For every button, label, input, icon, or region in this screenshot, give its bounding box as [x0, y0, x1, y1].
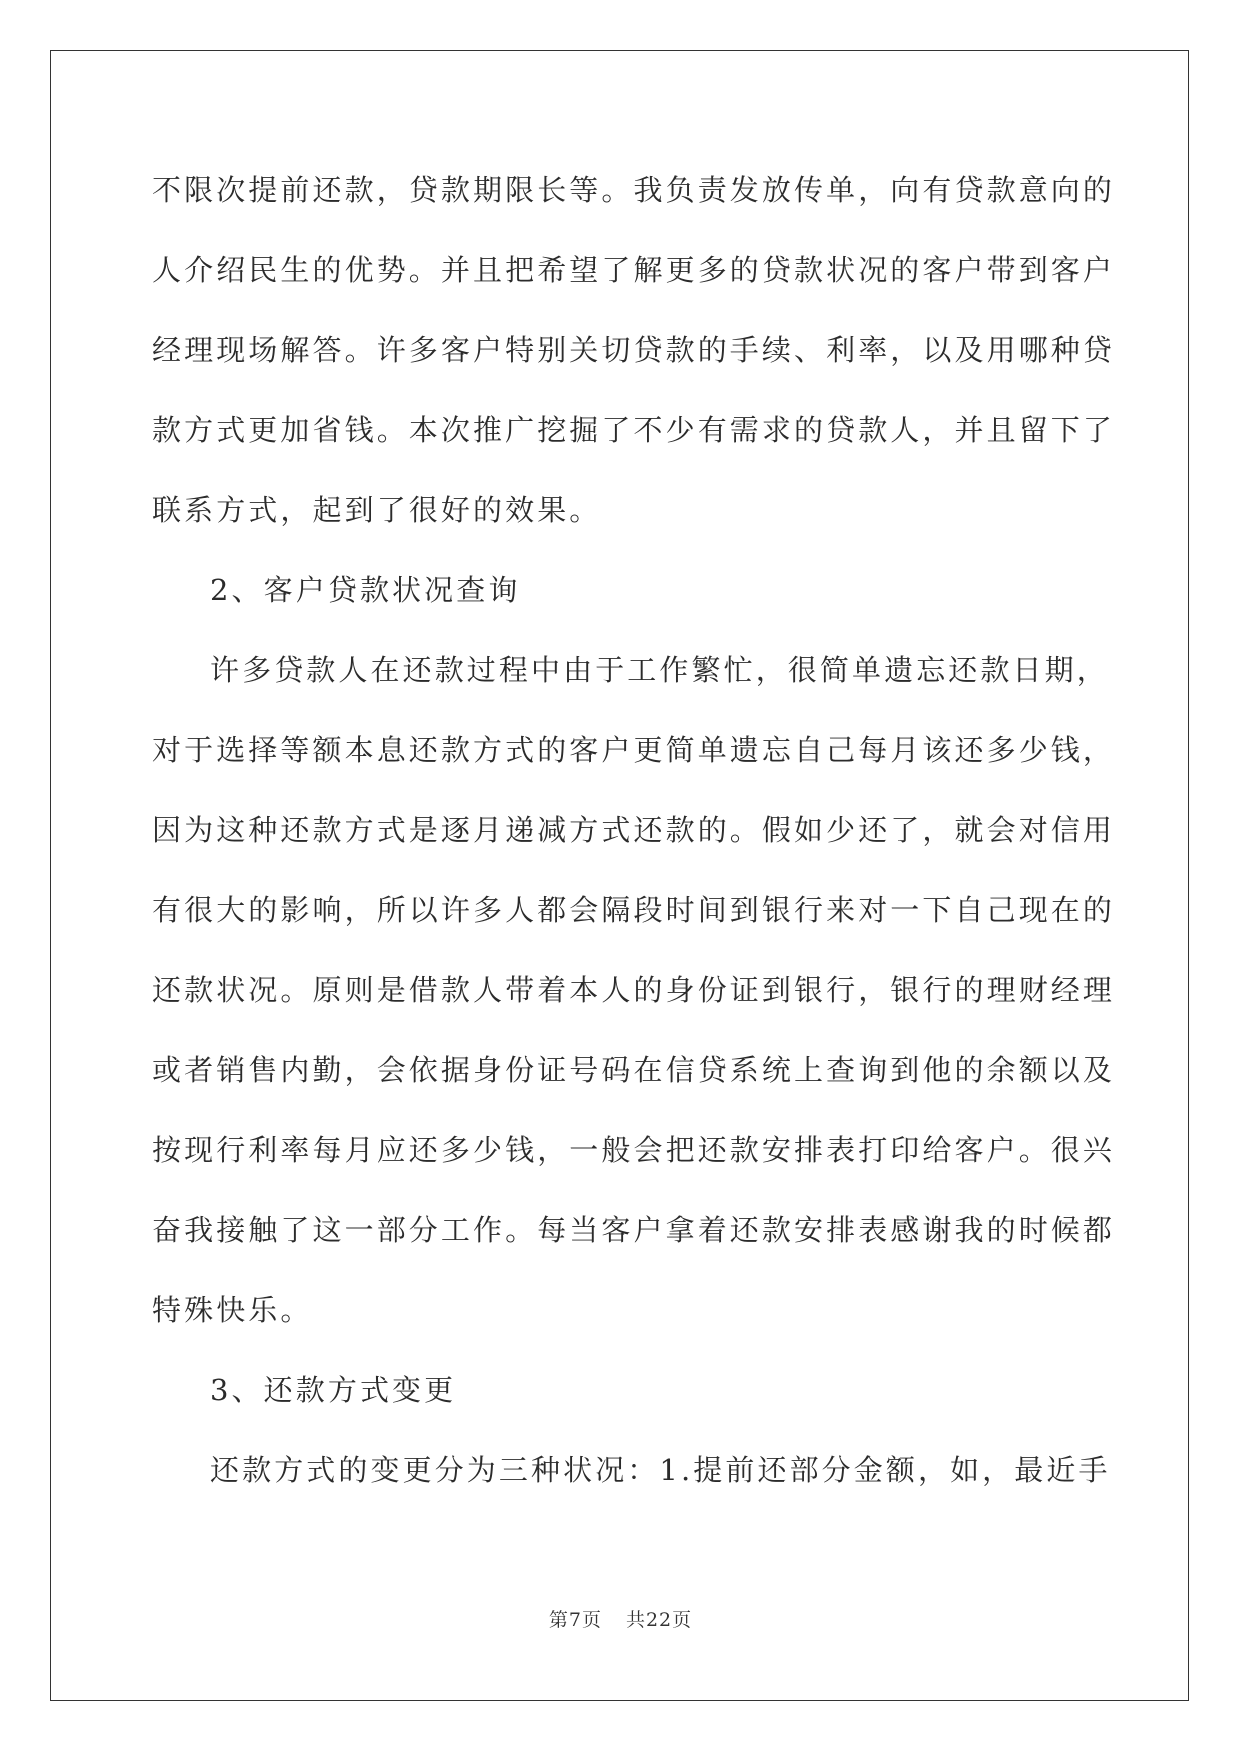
paragraph-line: 或者销售内勤，会依据身份证号码在信贷系统上查询到他的余额以及: [152, 1053, 1116, 1087]
paragraph-line: 对于选择等额本息还款方式的客户更简单遗忘自己每月该还多少钱，: [152, 733, 1116, 767]
paragraph-line: 有很大的影响，所以许多人都会隔段时间到银行来对一下自己现在的: [152, 893, 1116, 927]
page-footer: [0, 1605, 1241, 1632]
section-heading: 2、客户贷款状况查询: [210, 573, 521, 607]
paragraph-line: 奋我接触了这一部分工作。每当客户拿着还款安排表感谢我的时候都: [152, 1213, 1116, 1247]
paragraph-line: 不限次提前还款，贷款期限长等。我负责发放传单，向有贷款意向的: [152, 173, 1116, 207]
paragraph-line: 还款方式的变更分为三种状况：1.提前还部分金额，如，最近手: [210, 1453, 1111, 1487]
paragraph-line: 按现行利率每月应还多少钱，一般会把还款安排表打印给客户。很兴: [152, 1133, 1116, 1167]
section-heading: 3、还款方式变更: [210, 1373, 457, 1407]
page-total: 共22页: [625, 1609, 693, 1631]
paragraph-line: 人介绍民生的优势。并且把希望了解更多的贷款状况的客户带到客户: [152, 253, 1116, 287]
paragraph-line: 经理现场解答。许多客户特别关切贷款的手续、利率，以及用哪种贷: [152, 333, 1116, 367]
page-number: 第7页: [548, 1609, 602, 1631]
paragraph-line: 款方式更加省钱。本次推广挖掘了不少有需求的贷款人，并且留下了: [152, 413, 1116, 447]
paragraph-line: 因为这种还款方式是逐月递减方式还款的。假如少还了，就会对信用: [152, 813, 1116, 847]
paragraph-line: 联系方式，起到了很好的效果。: [152, 493, 602, 527]
paragraph-line: 许多贷款人在还款过程中由于工作繁忙，很简单遗忘还款日期，: [210, 653, 1109, 687]
paragraph-line: 特殊快乐。: [152, 1293, 313, 1327]
paragraph-line: 还款状况。原则是借款人带着本人的身份证到银行，银行的理财经理: [152, 973, 1116, 1007]
